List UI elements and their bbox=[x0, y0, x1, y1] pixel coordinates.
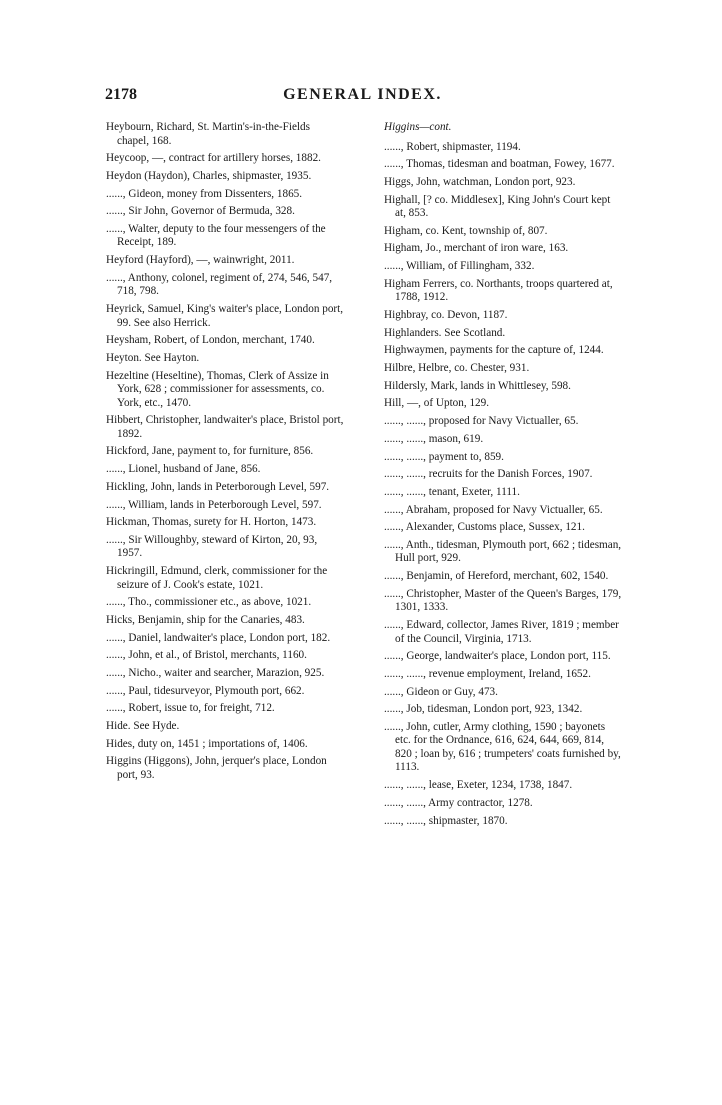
index-entry: Higgins (Higgons), John, jerquer's place, London port, 93. bbox=[106, 755, 327, 781]
index-entry: ......, Sir John, Governor of Bermuda, 328. bbox=[106, 205, 295, 218]
index-entry: ......, ......, recruits for the Danish Forces, 1907. bbox=[384, 468, 593, 481]
index-entry: ......, Alexander, Customs place, Sussex, 121. bbox=[384, 521, 585, 534]
index-entry: ......, Gideon or Guy, 473. bbox=[384, 685, 498, 698]
left-column bbox=[106, 121, 344, 787]
index-entry: ......, Anth., tidesman, Plymouth port, 662 ; tidesman, Hull port, 929. bbox=[384, 538, 622, 565]
index-entry: ......, ......, shipmaster, 1870. bbox=[384, 814, 508, 827]
page-header bbox=[105, 86, 620, 110]
index-entry: Higham, Jo., merchant of iron ware, 163. bbox=[384, 242, 569, 255]
index-entry: Hildersly, Mark, lands in Whittlesey, 598. bbox=[384, 379, 571, 392]
index-entry: Heycoop, —, contract for artillery horses, 1882. bbox=[106, 152, 321, 165]
index-entry: ......, John, cutler, Army clothing, 1590 ; bayonets etc. for the Ordnance, 616, 624, 644, 669, 814, 820 ; loan by, 616 ; trumpeters' coats furnished by, 1113. bbox=[384, 720, 621, 774]
index-entry: ......, Daniel, landwaiter's place, London port, 182. bbox=[106, 631, 331, 644]
index-entry: ......, Gideon, money from Dissenters, 1865. bbox=[106, 187, 303, 200]
index-entry: ......, William, of Fillingham, 332. bbox=[384, 260, 535, 273]
index-entry: Heydon (Haydon), Charles, shipmaster, 1935. bbox=[106, 169, 312, 182]
index-entry: Highbray, co. Devon, 1187. bbox=[384, 309, 508, 321]
index-entry: Hilbre, Helbre, co. Chester, 931. bbox=[384, 362, 530, 375]
index-entry: Hickford, Jane, payment to, for furniture, 856. bbox=[106, 445, 314, 458]
index-entry: Hill, —, of Upton, 129. bbox=[384, 397, 490, 410]
right-column bbox=[384, 121, 622, 832]
index-entry: ......, Nicho., waiter and searcher, Marazion, 925. bbox=[106, 667, 325, 679]
index-entry: ......, Abraham, proposed for Navy Victualler, 65. bbox=[384, 503, 603, 516]
index-entry: ......, ......, tenant, Exeter, 1111. bbox=[384, 485, 520, 498]
continuation-heading: Higgins—cont. bbox=[384, 121, 452, 133]
index-entry: ......, Paul, tidesurveyor, Plymouth port, 662. bbox=[106, 684, 305, 697]
index-entry: ......, Tho., commissioner etc., as above, 1021. bbox=[106, 596, 312, 609]
index-entry: ......, ......, payment to, 859. bbox=[384, 450, 504, 463]
index-entry: Highall, [? co. Middlesex], King John's Court kept at, 853. bbox=[384, 193, 611, 220]
index-entry: Highlanders. See Scotland. bbox=[384, 326, 506, 339]
running-title: GENERAL INDEX. bbox=[283, 86, 442, 103]
index-entry: ......, Benjamin, of Hereford, merchant, 602, 1540. bbox=[384, 570, 609, 583]
index-entry: Heysham, Robert, of London, merchant, 1740. bbox=[106, 334, 315, 347]
index-entry: ......, Sir Willoughby, steward of Kirton, 20, 93, 1957. bbox=[106, 533, 318, 560]
index-entry: Heyton. See Hayton. bbox=[106, 351, 200, 364]
index-entry: Hicks, Benjamin, ship for the Canaries, 483. bbox=[106, 613, 305, 626]
index-entry: Heyford (Hayford), —, wainwright, 2011. bbox=[106, 254, 295, 267]
index-entry: ......, Job, tidesman, London port, 923, 1342. bbox=[384, 703, 583, 716]
index-entry: ......, ......, mason, 619. bbox=[384, 432, 484, 445]
index-entry: Hibbert, Christopher, landwaiter's place, Bristol port, 1892. bbox=[106, 414, 344, 440]
index-entry: ......, William, lands in Peterborough Level, 597. bbox=[106, 498, 322, 511]
index-entry: ......, Christopher, Master of the Queen's Barges, 179, 1301, 1333. bbox=[384, 587, 622, 614]
index-entry: Heyrick, Samuel, King's waiter's place, London port, 99. See also Herrick. bbox=[106, 303, 344, 329]
index-entry: Higham, co. Kent, township of, 807. bbox=[384, 224, 548, 237]
index-entry: ......, ......, revenue employment, Ireland, 1652. bbox=[384, 667, 591, 680]
index-entry: ......, Lionel, husband of Jane, 856. bbox=[106, 463, 261, 476]
index-entry: ......, George, landwaiter's place, London port, 115. bbox=[384, 650, 611, 663]
index-entry: ......, Walter, deputy to the four messengers of the Receipt, 189. bbox=[106, 222, 326, 249]
page-number: 2178 bbox=[105, 86, 137, 103]
index-entry: Hickringill, Edmund, clerk, commissioner for the seizure of J. Cook's estate, 1021. bbox=[106, 565, 328, 591]
index-entry: Highwaymen, payments for the capture of, 1244. bbox=[384, 344, 604, 357]
index-entry: ......, Anthony, colonel, regiment of, 274, 546, 547, 718, 798. bbox=[106, 271, 333, 298]
index-entry: ......, ......, lease, Exeter, 1234, 1738, 1847. bbox=[384, 779, 573, 792]
index-entry: ......, Robert, shipmaster, 1194. bbox=[384, 140, 521, 153]
index-entry: ......, John, et al., of Bristol, merchants, 1160. bbox=[106, 649, 307, 662]
index-entry: Hezeltine (Heseltine), Thomas, Clerk of Assize in York, 628 ; commissioner for assessments, co. York, etc., 1470. bbox=[106, 369, 329, 409]
index-entry: ......, Robert, issue to, for freight, 712. bbox=[106, 702, 275, 715]
index-entry: ......, Thomas, tidesman and boatman, Fowey, 1677. bbox=[384, 158, 615, 171]
index-entry: Heybourn, Richard, St. Martin's-in-the-Fields chapel, 168. bbox=[106, 121, 310, 147]
index-entry: Hickling, John, lands in Peterborough Level, 597. bbox=[106, 480, 330, 493]
index-entry: ......, ......, Army contractor, 1278. bbox=[384, 796, 533, 809]
index-entry: Higham Ferrers, co. Northants, troops quartered at, 1788, 1912. bbox=[384, 277, 613, 304]
index-entry: Hide. See Hyde. bbox=[106, 720, 180, 733]
index-entry: ......, ......, proposed for Navy Victualler, 65. bbox=[384, 415, 579, 428]
index-entry: Hides, duty on, 1451 ; importations of, 1406. bbox=[106, 737, 308, 750]
index-entry: Hickman, Thomas, surety for H. Horton, 1473. bbox=[106, 516, 317, 529]
index-entry: ......, Edward, collector, James River, 1819 ; member of the Council, Virginia, 1713. bbox=[384, 619, 619, 645]
index-entry: Higgs, John, watchman, London port, 923. bbox=[384, 175, 576, 188]
